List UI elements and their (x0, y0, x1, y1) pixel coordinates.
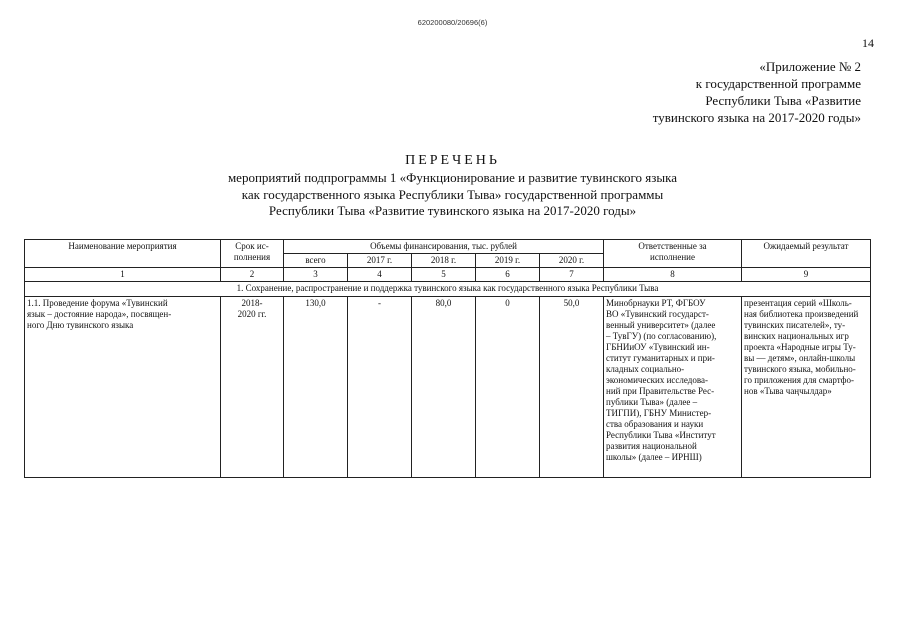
header-2020: 2020 г. (540, 254, 604, 268)
header-total: всего (284, 254, 348, 268)
column-number-row (25, 268, 871, 282)
column-number: 9 (742, 268, 871, 282)
page-number: 14 (862, 36, 874, 50)
header-2018: 2018 г. (412, 254, 476, 268)
header-funding (284, 240, 604, 254)
header-result (742, 240, 871, 268)
header-2019: 2019 г. (476, 254, 540, 268)
activity-term: 2018- 2020 гг. (221, 297, 284, 478)
column-number: 3 (284, 268, 348, 282)
column-number: 6 (476, 268, 540, 282)
document-stamp: 620200080/20696(6) (417, 18, 488, 27)
column-number: 5 (412, 268, 476, 282)
appendix-header (653, 58, 861, 126)
table-row (25, 297, 871, 478)
title-word: ПЕРЕЧЕНЬ (405, 153, 500, 168)
column-number: 4 (348, 268, 412, 282)
activity-name: 1.1. Проведение форума «Тувинский язык – достояние народа», посвящен- ного Дню тувинского языка (25, 297, 221, 478)
section-row (25, 282, 871, 297)
column-number: 1 (25, 268, 221, 282)
header-term (221, 240, 284, 268)
header-term-text: Срок ис- полнения (233, 241, 271, 262)
appendix-line-3: Республики Тыва «Развитие (705, 93, 861, 108)
funding-2018: 80,0 (412, 297, 476, 478)
funding-total: 130,0 (284, 297, 348, 478)
column-number: 8 (604, 268, 742, 282)
funding-2020: 50,0 (540, 297, 604, 478)
header-name (25, 240, 221, 268)
activities-table (24, 239, 871, 478)
title-line-1: мероприятий подпрограммы 1 «Функционирование и развитие тувинского языка (227, 170, 678, 185)
appendix-line-2: к государственной программе (695, 76, 861, 91)
appendix-line-1: «Приложение № 2 (759, 59, 861, 74)
appendix-line-4: тувинского языка на 2017-2020 годы» (652, 110, 861, 125)
header-name-text: Наименование мероприятия (68, 241, 177, 251)
column-number: 7 (540, 268, 604, 282)
header-funding-text: Объемы финансирования, тыс. рублей (370, 241, 517, 251)
header-result-text: Ожидаемый результат (763, 241, 849, 251)
title-line-2: как государственного языка Республики Тыва» государственной программы (241, 186, 664, 202)
funding-2017: - (348, 297, 412, 478)
title-line-3: Республики Тыва «Развитие тувинского языка на 2017-2020 годы» (268, 203, 637, 218)
document-title (0, 152, 905, 220)
header-2017: 2017 г. (348, 254, 412, 268)
header-responsible-text: Ответственные за исполнение (638, 241, 707, 262)
section-title: 1. Сохранение, распространение и поддержка тувинского языка как государственного языка Республики Тыва (25, 282, 871, 297)
expected-result: презентация серий «Школь- ная библиотека произведений тувинских писателей», ту- винских национальных игр проекта «Народные игры Ту- вы — детям», онлайн-школы тувинского языка, мобильно- го приложения для смартфо- нов «Тыва чаңчылдар» (742, 297, 871, 478)
column-number: 2 (221, 268, 284, 282)
responsible-parties: Минобрнауки РТ, ФГБОУ ВО «Тувинский государст- венный университет» (далее – ТувГУ) (по согласованию), ГБНИиОУ «Тувинский ин- ститут гуманитарных и при- кладных социально- экономических исследова- ний при Правительстве Рес- публики Тыва» (далее – ТИГПИ), ГБНУ Министер- ства образования и науки Республики Тыва «Институт развития национальной школы» (далее – ИРНШ) (604, 297, 742, 478)
header-responsible (604, 240, 742, 268)
funding-2019: 0 (476, 297, 540, 478)
header-row (25, 240, 871, 254)
